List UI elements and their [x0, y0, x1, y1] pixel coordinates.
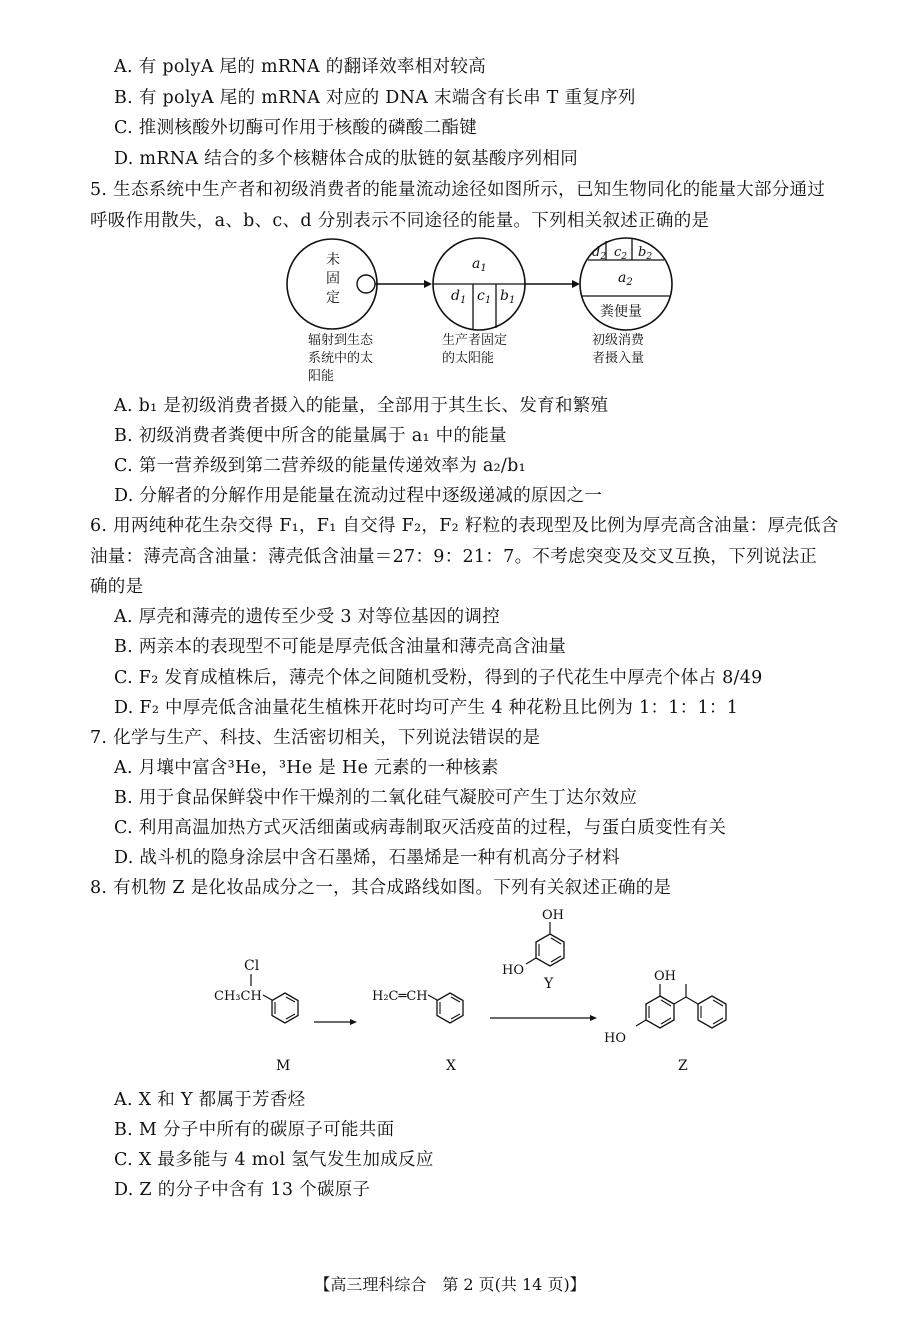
- m-label: M: [276, 1058, 291, 1074]
- molecule-x: [372, 989, 463, 1074]
- circle1-text-1: 未: [326, 252, 340, 268]
- z-label: Z: [678, 1058, 688, 1074]
- q8-option-d: D. Z 的分子中含有 13 个碳原子: [114, 1180, 371, 1200]
- circle1-text-3: 定: [326, 290, 340, 306]
- q6-stem-line1: 6. 用两纯种花生杂交得 F₁，F₁ 自交得 F₂，F₂ 籽粒的表现型及比例为厚壳高含油量：厚壳低含: [90, 516, 839, 536]
- molecule-m: [214, 958, 298, 1074]
- q5-stem-line2: 呼吸作用散失，a、b、c、d 分别表示不同途径的能量。下列相关叙述正确的是: [90, 211, 710, 231]
- q7-stem: 7. 化学与生产、科技、生活密切相关，下列说法错误的是: [90, 728, 541, 748]
- z-oh-top: OH: [654, 969, 676, 984]
- x-group: H₂C═CH: [372, 989, 428, 1004]
- molecule-y: [502, 908, 564, 992]
- energy-flow-diagram: [270, 236, 710, 386]
- circle3-caption-2: 者摄入量: [592, 351, 645, 366]
- small-circle: [357, 275, 375, 293]
- q5-stem-line1: 5. 生态系统中生产者和初级消费者的能量流动途径如图所示，已知生物同化的能量大部分通过: [90, 180, 826, 200]
- q6-option-c: C. F₂ 发育成植株后，薄壳个体之间随机受粉，得到的子代花生中厚壳个体占 8/49: [114, 668, 763, 688]
- q5-option-b: B. 初级消费者粪便中所含的能量属于 a₁ 中的能量: [114, 426, 507, 446]
- circle3-caption-1: 初级消费: [592, 333, 645, 348]
- q7-option-b: B. 用于食品保鲜袋中作干燥剂的二氧化硅气凝胶可产生丁达尔效应: [114, 788, 638, 808]
- q5-option-d: D. 分解者的分解作用是能量在流动过程中逐级递减的原因之一: [114, 486, 603, 506]
- q8-stem: 8. 有机物 Z 是化妆品成分之一，其合成路线如图。下列有关叙述正确的是: [90, 878, 672, 898]
- q8-option-a: A. X 和 Y 都属于芳香烃: [114, 1090, 306, 1110]
- y-label: Y: [544, 976, 554, 992]
- circle2-b1: $b_1$: [500, 288, 516, 306]
- molecule-z: [604, 969, 726, 1074]
- circle1-text-2: 固: [326, 271, 340, 287]
- q5-option-a: A. b₁ 是初级消费者摄入的能量，全部用于其生长、发育和繁殖: [114, 396, 609, 416]
- q6-option-a: A. 厚壳和薄壳的遗传至少受 3 对等位基因的调控: [114, 607, 501, 627]
- circle1-caption-1: 辐射到生态: [308, 333, 374, 348]
- circle3-feces: 粪便量: [600, 304, 642, 320]
- m-group: CH₃CH: [214, 989, 262, 1004]
- q7-option-a: A. 月壤中富含³He，³He 是 He 元素的一种核素: [114, 758, 499, 778]
- circle2-caption-1: 生产者固定: [442, 333, 508, 348]
- q5-option-c: C. 第一营养级到第二营养级的能量传递效率为 a₂/b₁: [114, 456, 526, 476]
- synthesis-scheme: [200, 902, 760, 1082]
- circle3-a2: $a_2$: [618, 270, 633, 288]
- circle1-caption-3: 阳能: [308, 369, 335, 384]
- circle2-d1: $d_1$: [451, 288, 467, 306]
- circle2-caption-2: 的太阳能: [442, 351, 495, 366]
- q6-option-d: D. F₂ 中厚壳低含油量花生植株开花时均可产生 4 种花粉且比例为 1：1：1：1: [114, 698, 739, 718]
- x-label: X: [446, 1058, 456, 1074]
- q4-option-a: A. 有 polyA 尾的 mRNA 的翻译效率相对较高: [114, 57, 486, 77]
- q6-stem-line2: 油量：薄壳高含油量：薄壳低含油量＝27：9：21：7。不考虑突变及交叉互换，下列说法正: [90, 547, 818, 567]
- y-oh-top: OH: [542, 908, 564, 923]
- page-footer: 【高三理科综合 第 2 页(共 14 页)】: [314, 1275, 586, 1294]
- q8-option-c: C. X 最多能与 4 mol 氢气发生加成反应: [114, 1150, 434, 1170]
- q7-option-d: D. 战斗机的隐身涂层中含石墨烯，石墨烯是一种有机高分子材料: [114, 848, 621, 868]
- q7-option-c: C. 利用高温加热方式灭活细菌或病毒制取灭活疫苗的过程，与蛋白质变性有关: [114, 818, 727, 838]
- q4-option-c: C. 推测核酸外切酶可作用于核酸的磷酸二酯键: [114, 118, 477, 138]
- circle3-b2: $b_2$: [638, 245, 653, 262]
- circle3-d2: $d_2$: [592, 245, 607, 262]
- circle1-caption-2: 系统中的太: [308, 351, 374, 366]
- q8-option-b: B. M 分子中所有的碳原子可能共面: [114, 1120, 395, 1140]
- q6-stem-line3: 确的是: [90, 577, 144, 597]
- z-oh-left: HO: [604, 1031, 626, 1046]
- q4-option-d: D. mRNA 结合的多个核糖体合成的肽链的氨基酸序列相同: [114, 149, 579, 169]
- q4-option-b: B. 有 polyA 尾的 mRNA 对应的 DNA 末端含有长串 T 重复序列: [114, 88, 636, 108]
- y-oh-left: HO: [502, 963, 524, 978]
- circle2-c1: $c_1$: [477, 288, 492, 306]
- q6-option-b: B. 两亲本的表现型不可能是厚壳低含油量和薄壳高含油量: [114, 637, 567, 657]
- circle2-a1: $a_1$: [472, 256, 487, 274]
- circle3-c2: $c_2$: [614, 245, 628, 262]
- m-cl: Cl: [244, 958, 260, 974]
